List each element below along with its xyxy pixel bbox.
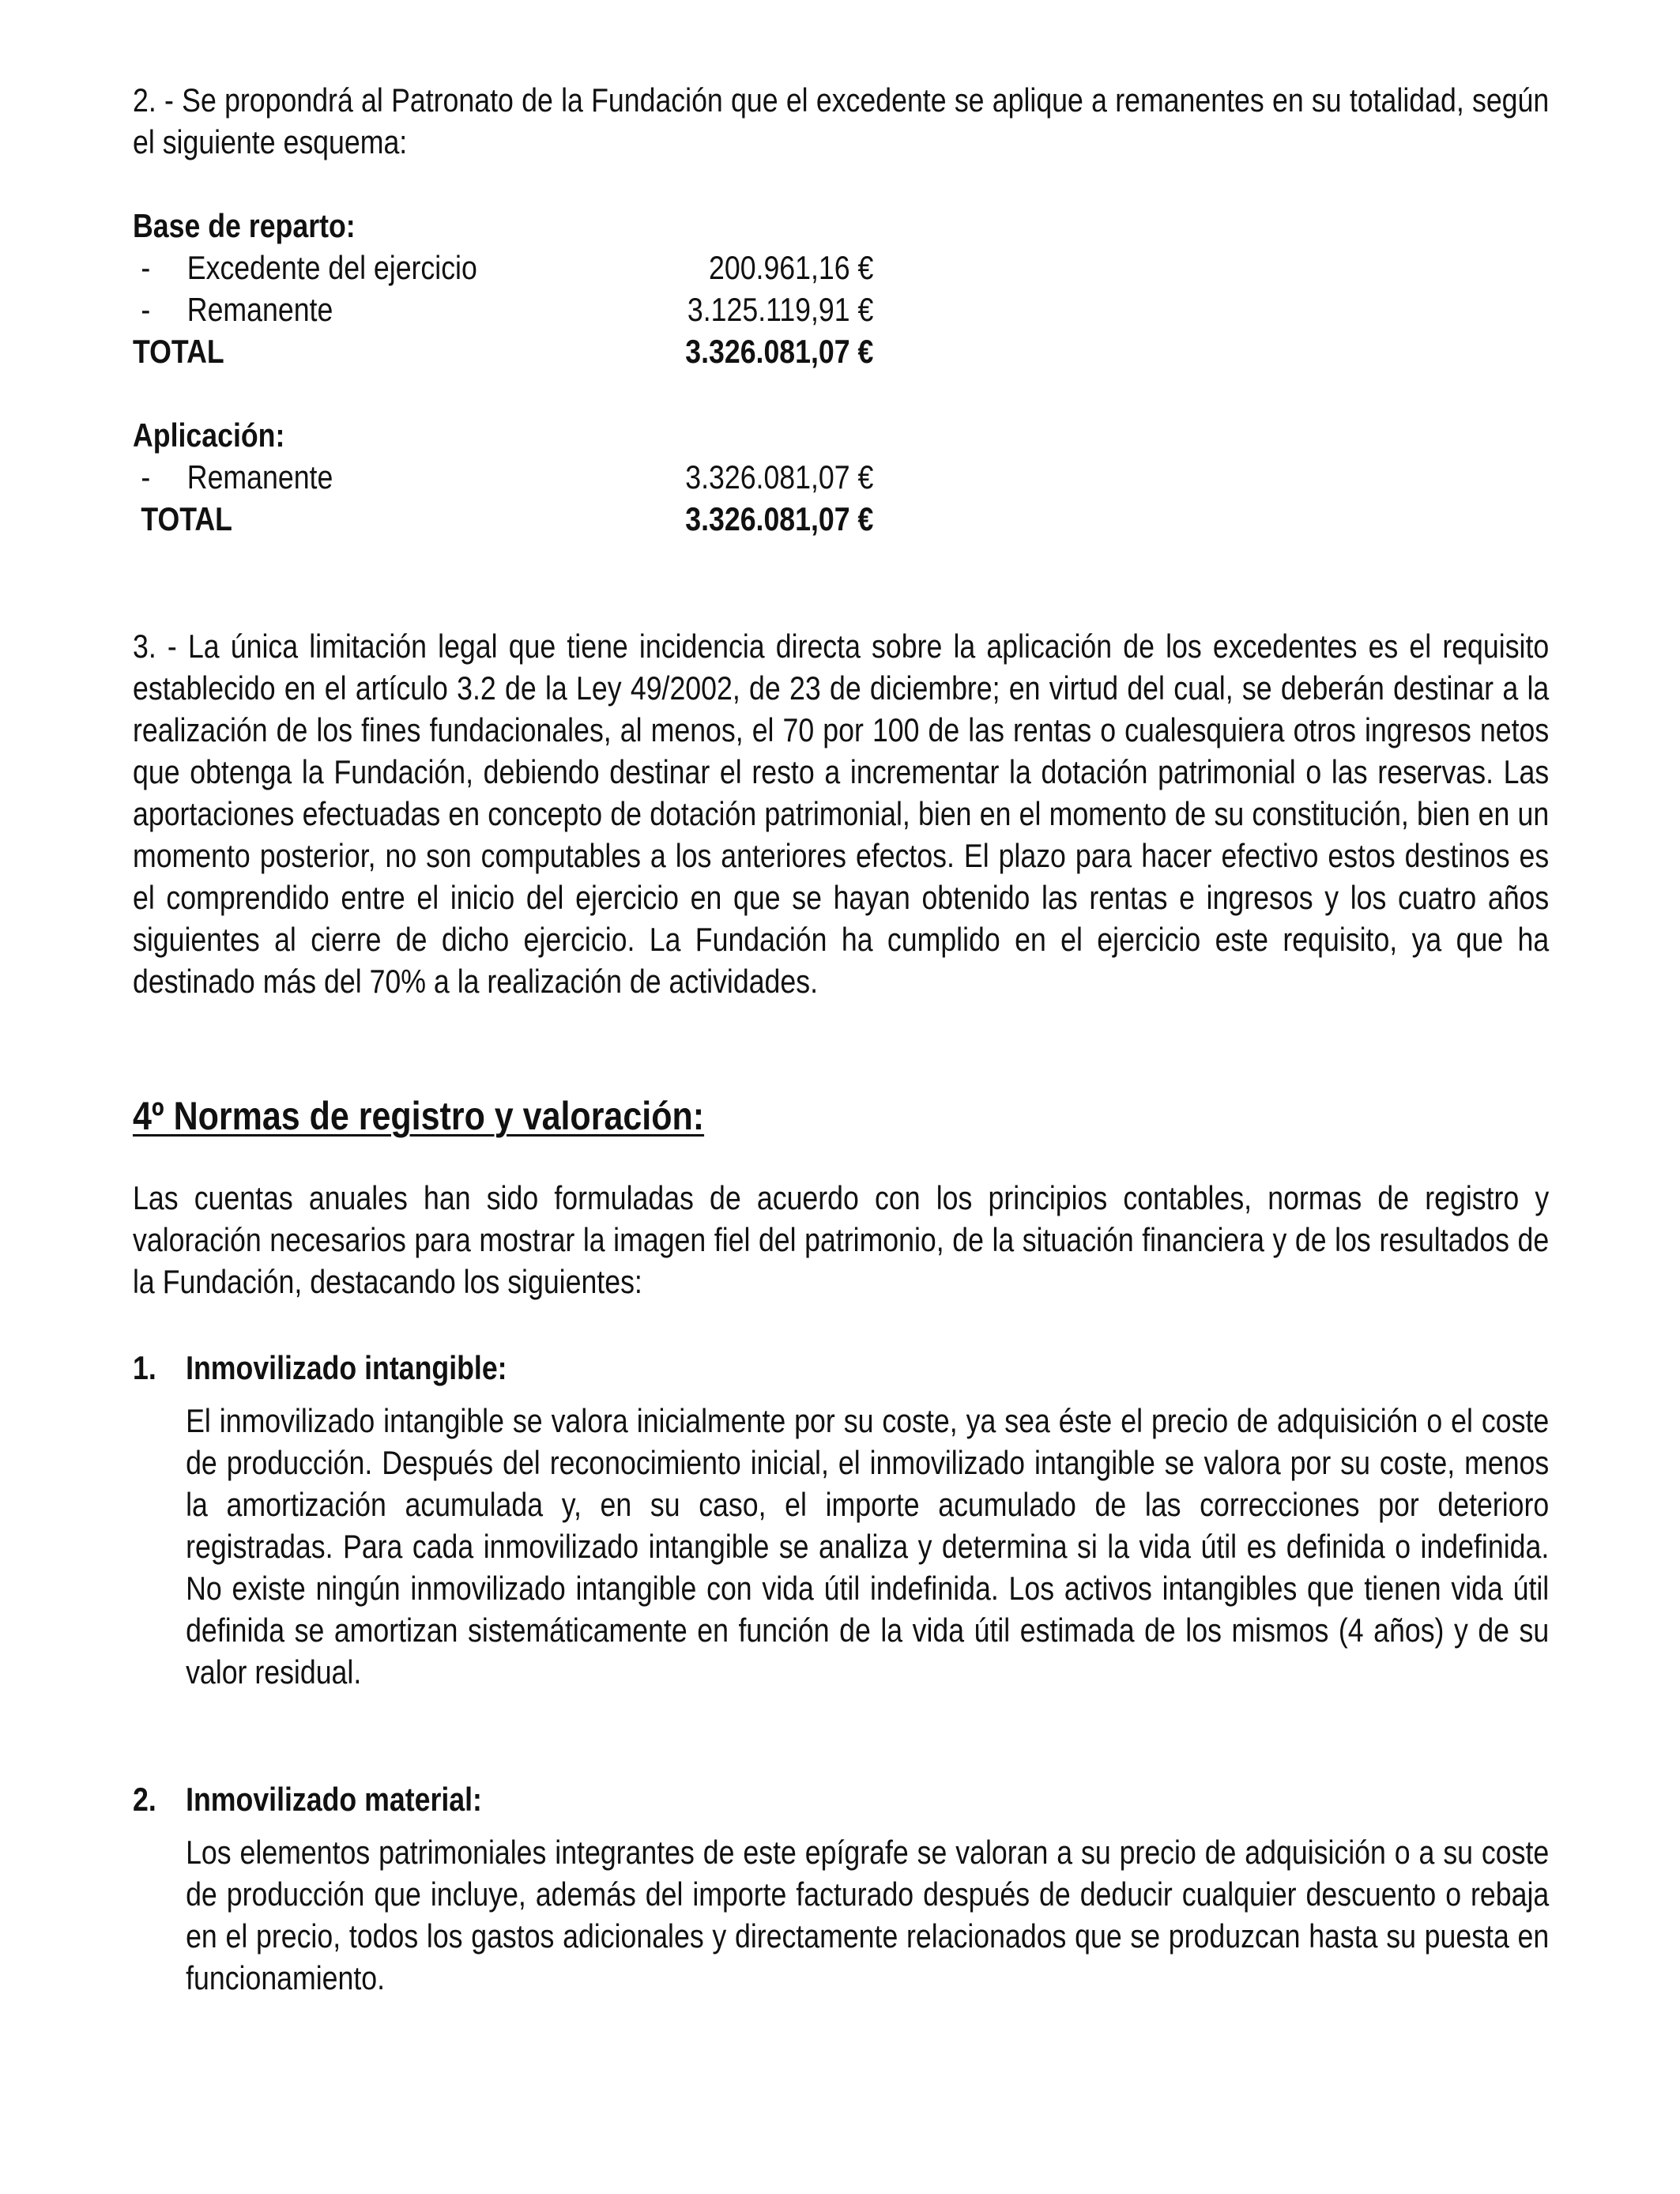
total-label: TOTAL <box>133 333 224 370</box>
subsection-heading <box>133 1778 1549 1820</box>
subsection-inmovilizado-material <box>133 1778 1549 1999</box>
row-label: Excedente del ejercicio <box>186 249 477 286</box>
document-page <box>133 79 1550 1999</box>
base-reparto-title: Base de reparto: <box>133 207 356 244</box>
subsection-body: Los elementos patrimoniales integrantes de este epígrafe se valoran a su precio de adquisición o a su coste de producción que incluye, además del importe facturado después de deducir cualquier descuento o rebaja en el precio, todos los gastos adicionales y directamente relacionados que se produzcan hasta su puesta en funcionamiento. <box>186 1834 1550 1996</box>
base-total-row <box>133 330 1549 372</box>
section-4-intro: Las cuentas anuales han sido formuladas de acuerdo con los principios contables, normas de registro y valoración necesarios para mostrar la imagen fiel del patrimonio, de la situación financiera y de los resultados de la Fundación, destacando los siguientes: <box>133 1179 1550 1300</box>
subsection-inmovilizado-intangible <box>133 1347 1549 1693</box>
total-label: TOTAL <box>141 500 232 537</box>
aplicacion-title: Aplicación: <box>133 417 285 454</box>
total-amount: 3.326.081,07 € <box>685 500 874 537</box>
document-content <box>133 79 1549 1999</box>
subsection-number: 1. <box>133 1349 156 1386</box>
base-reparto-block <box>133 205 1549 372</box>
section-4-heading: 4º Normas de registro y valoración: <box>133 1094 705 1138</box>
row-dash: - <box>141 291 151 328</box>
section-2-paragraph: 2. - Se propondrá al Patronato de la Fundación que el excedente se aplique a remanentes en su totalidad, según el siguiente esquema: <box>133 81 1550 160</box>
row-amount: 200.961,16 € <box>708 249 874 286</box>
subsection-title: Inmovilizado material: <box>186 1781 482 1818</box>
row-label: Remanente <box>186 458 333 496</box>
row-dash: - <box>141 458 151 496</box>
row-amount: 3.125.119,91 € <box>687 291 874 328</box>
section-3-paragraph: 3. - La única limitación legal que tiene incidencia directa sobre la aplicación de los excedentes es el requisito establecido en el artículo 3.2 de la Ley 49/2002, de 23 de diciembre; en virtud del cual, se deberán destinar a la realización de los fines fundacionales, al menos, el 70 por 100 de las rentas o cualesquiera otros ingresos netos que obtenga la Fundación, debiendo destinar el resto a incrementar la dotación patrimonial o las reservas. Las aportaciones efectuadas en concepto de dotación patrimonial, bien en el momento de su constitución, bien en un momento posterior, no son computables a los anteriores efectos. El plazo para hacer efectivo estos destinos es el comprendido entre el inicio del ejercicio en que se hayan obtenido las rentas e ingresos y los cuatro años siguientes al cierre de dicho ejercicio. La Fundación ha cumplido en el ejercicio este requisito, ya que ha destinado más del 70% a la realización de actividades. <box>133 628 1550 1000</box>
aplicacion-block <box>133 414 1549 540</box>
aplicacion-row <box>133 456 1549 498</box>
base-row <box>133 288 1549 330</box>
aplicacion-total-row <box>133 498 1549 540</box>
total-amount: 3.326.081,07 € <box>685 333 874 370</box>
subsection-title: Inmovilizado intangible: <box>186 1349 507 1386</box>
base-row <box>133 247 1549 288</box>
subsection-body: El inmovilizado intangible se valora inicialmente por su coste, ya sea éste el precio de adquisición o el coste de producción. Después del reconocimiento inicial, el inmovilizado intangible se valora por su coste, menos la amortización acumulada y, en su caso, el importe acumulado de las correcciones por deterioro registradas. Para cada inmovilizado intangible se analiza y determina si la vida útil es definida o indefinida. No existe ningún inmovilizado intangible con vida útil indefinida. Los activos intangibles que tienen vida útil definida se amortizan sistemáticamente en función de la vida útil estimada de los mismos (4 años) y de su valor residual. <box>186 1402 1550 1691</box>
subsection-number: 2. <box>133 1781 156 1818</box>
row-label: Remanente <box>186 291 333 328</box>
row-dash: - <box>141 249 151 286</box>
row-amount: 3.326.081,07 € <box>685 458 874 496</box>
subsection-heading <box>133 1347 1549 1389</box>
